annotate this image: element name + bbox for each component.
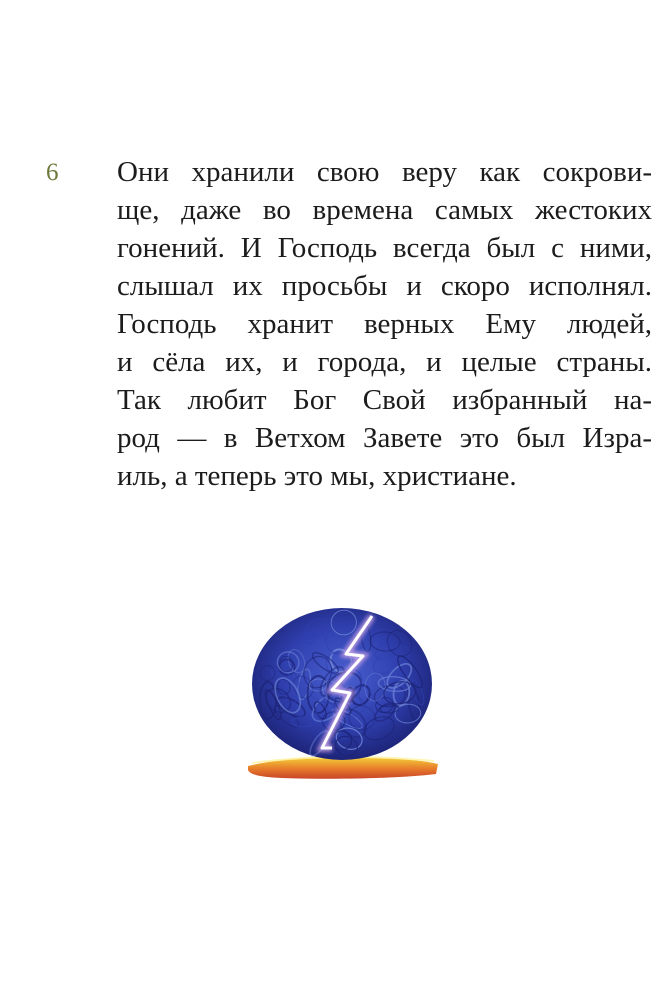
text-line: Так любит Бог Свой избранный на- <box>117 384 652 416</box>
text-line: род — в Ветхом Завете это был Изра- <box>117 422 652 454</box>
text-line: иль, а теперь это мы, христиане. <box>117 460 517 492</box>
text-line: Господь хранит верных Ему людей, <box>117 308 652 340</box>
text-line: гонений. И Господь всегда был с ними, <box>117 232 652 264</box>
text-line: слышал их просьбы и скоро исполнял. <box>117 270 652 302</box>
body-text <box>117 153 652 495</box>
text-line: Они хранили свою веру как сокрови- <box>117 156 652 188</box>
text-line: ще, даже во времена самых жестоких <box>117 194 652 226</box>
storm-cloud-lightning-illustration <box>242 598 442 783</box>
page-number: 6 <box>46 159 59 186</box>
text-line: и сёла их, и города, и целые страны. <box>117 346 652 378</box>
